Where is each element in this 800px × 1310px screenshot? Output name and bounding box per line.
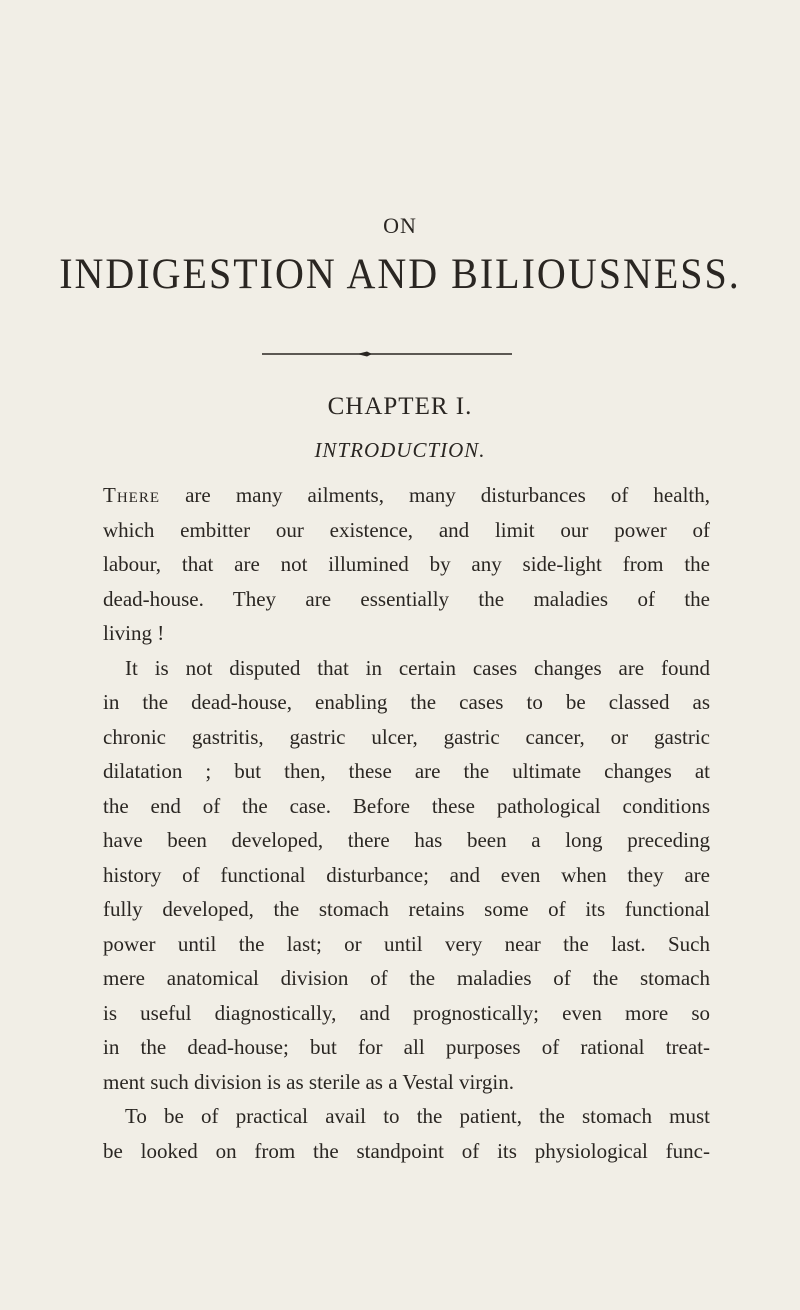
text-line: labour, that are not illumined by any side-light from the xyxy=(103,552,710,576)
pre-title: ON xyxy=(383,213,417,238)
text-line: mere anatomical division of the maladies of the stomach xyxy=(103,966,710,990)
rule-ornament xyxy=(357,352,372,357)
text-line: is useful diagnostically, and prognostically; even more so xyxy=(103,1000,710,1025)
text-line: which embitter our existence, and limit our power of xyxy=(103,517,710,542)
body-text xyxy=(103,478,710,1168)
book-title: INDIGESTION AND BILIOUSNESS. xyxy=(59,249,741,298)
chapter-heading: CHAPTER I. xyxy=(327,393,473,420)
ornamental-rule xyxy=(262,348,512,360)
text-line: ment such division is as sterile as a Vestal virgin. xyxy=(103,1069,515,1094)
text-line: There are many ailments, many disturbances of health, xyxy=(103,483,710,507)
chapter-subtitle: INTRODUCTION. xyxy=(314,438,486,462)
text-line: have been developed, there has been a long preceding xyxy=(103,828,710,852)
text-line: be looked on from the standpoint of its physiological func- xyxy=(103,1138,710,1163)
text-line: chronic gastritis, gastric ulcer, gastric cancer, or gastric xyxy=(103,724,710,749)
text-line: fully developed, the stomach retains some of its functional xyxy=(103,897,710,921)
text-line: the end of the case. Before these pathological conditions xyxy=(103,793,710,818)
text-line: dilatation ; but then, these are the ultimate changes at xyxy=(103,759,710,783)
text-line: history of functional disturbance; and even when they are xyxy=(103,862,710,887)
lead-word: There xyxy=(103,483,160,507)
text-line: in the dead-house; but for all purposes of rational treat- xyxy=(103,1035,710,1059)
text-line: It is not disputed that in certain cases changes are found xyxy=(125,655,710,680)
text-line: power until the last; or until very near the last. Such xyxy=(103,931,710,956)
text-line: in the dead-house, enabling the cases to be classed as xyxy=(103,690,710,714)
text-line: dead-house. They are essentially the maladies of the xyxy=(103,586,710,611)
text-line: living ! xyxy=(103,621,165,645)
text-line: To be of practical avail to the patient, the stomach must xyxy=(125,1104,710,1128)
